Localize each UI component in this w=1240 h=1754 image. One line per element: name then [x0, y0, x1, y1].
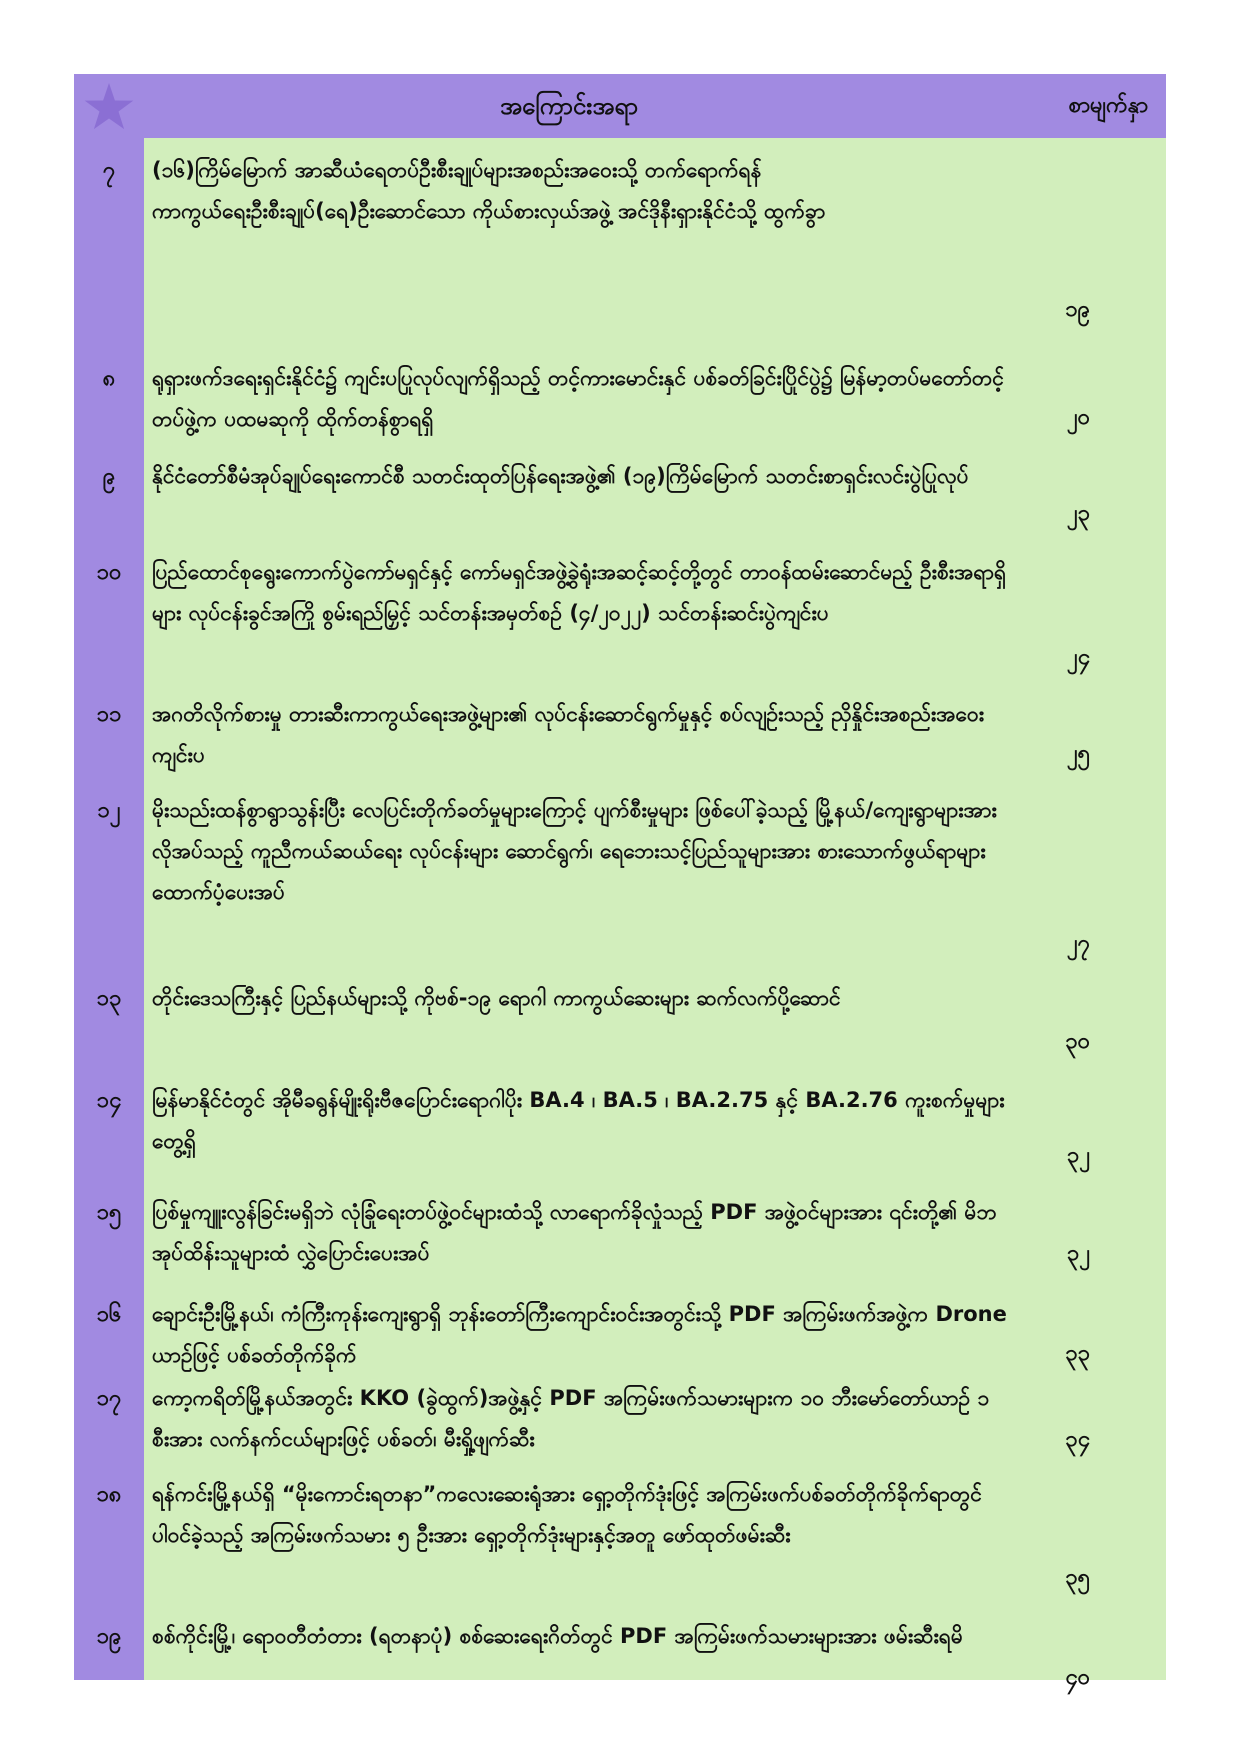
item-number: ၁၈	[96, 1482, 122, 1507]
toc-row[interactable]	[74, 358, 1166, 452]
item-number: ၁၅	[96, 1200, 122, 1225]
toc-row[interactable]	[74, 1080, 1166, 1188]
item-page-number: ၂၇	[1066, 931, 1090, 956]
item-title: အဂတိလိုက်စားမှု တားဆီးကာကွယ်ရေးအဖွဲ့များ၏ လုပ်ငန်းဆောင်ရွက်မှုနှင့် စပ်လျဉ်းသည့် ညှိနှိုင်းအစည်းအဝေးကျင်းပ	[152, 702, 985, 767]
toc-row[interactable]	[74, 150, 1166, 344]
item-number: ၉	[102, 464, 116, 489]
item-page-number: ၃၂	[1066, 1143, 1090, 1168]
toc-row[interactable]	[74, 1474, 1166, 1612]
item-title: ရုရှားဖက်ဒရေးရှင်းနိုင်ငံ၌ ကျင်းပပြုလုပ်လျက်ရှိသည့် တင့်ကားမောင်းနှင် ပစ်ခတ်ခြင်းပြိုင်ပွဲ၌ မြန်မာ့တပ်မတော်တင့်တပ်ဖွဲ့က ပထမဆုကို ထိုက်တန်စွာရရှိ	[152, 366, 1004, 431]
item-title: မြန်မာနိုင်ငံတွင် အိုမီခရွန်မျိုးရိုးဗီဇပြောင်းရောဂါပိုး BA.4 ၊ BA.5 ၊ BA.2.75 နှင့် BA.2.76 ကူးစက်မှုများတွေ့ရှိ	[152, 1088, 1005, 1153]
item-page-number: ၄၀	[1065, 1665, 1090, 1690]
item-title: (၁၆)ကြိမ်မြောက် အာဆီယံရေတပ်ဦးစီးချုပ်များအစည်းအဝေးသို့ တက်ရောက်ရန် ကာကွယ်ရေးဦးစီးချုပ်(ရေ)ဦးဆောင်သော ကိုယ်စားလှယ်အဖွဲ့ အင်ဒိုနီးရှားနိုင်ငံသို့ ထွက်ခွာ	[152, 158, 826, 223]
item-title: ချောင်းဦးမြို့နယ်၊ ကံကြီးကုန်းကျေးရွာရှိ ဘုန်းတော်ကြီးကျောင်းဝင်းအတွင်းသို့ PDF အကြမ်းဖက်အဖွဲ့က Drone ယာဉ်ဖြင့် ပစ်ခတ်တိုက်ခိုက်	[152, 1302, 1007, 1367]
item-number: ၁၁	[96, 702, 122, 727]
item-title: မိုးသည်းထန်စွာရွာသွန်းပြီး လေပြင်းတိုက်ခတ်မှုများကြောင့် ပျက်စီးမှုများ ဖြစ်ပေါ်ခဲ့သည့် မြို့နယ်/ကျေးရွာများအား လိုအပ်သည့် ကူညီကယ်ဆယ်ရေး လုပ်ငန်းများ ဆောင်ရွက်၊ ရေဘေးသင့်ပြည်သူများအား စားသောက်ဖွယ်ရာများ ထောက်ပံ့ပေးအပ်	[152, 798, 997, 904]
toc-row[interactable]	[74, 1378, 1166, 1470]
toc-row[interactable]	[74, 552, 1166, 690]
item-number: ၁၇	[96, 1386, 122, 1411]
toc-row[interactable]	[74, 978, 1166, 1076]
item-page-number: ၃၄	[1065, 1427, 1090, 1452]
item-title: ကော့ကရိတ်မြို့နယ်အတွင်း KKO (ခွဲထွက်)အဖွဲ့နှင့် PDF အကြမ်းဖက်သမားများက ၁၀ ဘီးမော်တော်ယာဉ် ၁ စီးအား လက်နက်ငယ်များဖြင့် ပစ်ခတ်၊ မီးရှို့ဖျက်ဆီး	[152, 1386, 990, 1451]
toc-row[interactable]	[74, 1192, 1166, 1290]
item-title: စစ်ကိုင်းမြို့၊ ရောဝတီတံတား (ရတနာပုံ) စစ်ဆေးရေးဂိတ်တွင် PDF အကြမ်းဖက်သမားများအား ဖမ်းဆီးရမိ	[152, 1624, 963, 1648]
item-page-number: ၂၃	[1066, 501, 1090, 526]
table-of-contents	[74, 74, 1166, 1690]
item-number: ၁၆	[96, 1302, 122, 1327]
toc-row[interactable]	[74, 1616, 1166, 1690]
item-page-number: ၃၃	[1065, 1341, 1090, 1366]
item-title: ပြည်ထောင်စုရွေးကောက်ပွဲကော်မရှင်နှင့် ကော်မရှင်အဖွဲ့ခွဲရုံးအဆင့်ဆင့်တို့တွင် တာဝန်ထမ်းဆောင်မည့် ဦးစီးအရာရှိများ လုပ်ငန်းခွင်အကြို စွမ်းရည်မြှင့် သင်တန်းအမှတ်စဉ် (၄/၂၀၂၂) သင်တန်းဆင်းပွဲကျင်းပ	[152, 560, 1007, 625]
item-number: ၁၀	[96, 560, 122, 585]
item-number: ၇	[102, 158, 116, 183]
page-column-heading: စာမျက်နှာ	[1068, 93, 1148, 118]
toc-row[interactable]	[74, 456, 1166, 548]
item-number: ၁၄	[96, 1088, 122, 1113]
item-title: တိုင်းဒေသကြီးနှင့် ပြည်နယ်များသို့ ကိုဗစ်-၁၉ ရောဂါ ကာကွယ်ဆေးများ ဆက်လက်ပို့ဆောင်	[152, 986, 841, 1010]
toc-row[interactable]	[74, 790, 1166, 974]
item-page-number: ၂၀	[1066, 405, 1090, 430]
item-page-number: ၃၀	[1065, 1029, 1090, 1054]
item-page-number: ၃၅	[1065, 1565, 1090, 1590]
toc-row[interactable]	[74, 1294, 1166, 1374]
item-title: ရန်ကင်းမြို့နယ်ရှိ “မိုးကောင်းရတနာ”ကလေးဆေးရုံအား ရှော့တိုက်ဒုံးဖြင့် အကြမ်းဖက်ပစ်ခတ်တိုက်ခိုက်ရာတွင် ပါဝင်ခဲ့သည့် အကြမ်းဖက်သမား ၅ ဦးအား ရှော့တိုက်ဒုံးများနှင့်အတူ ဖော်ထုတ်ဖမ်းဆီး	[152, 1482, 982, 1547]
item-number: ၁၂	[97, 798, 121, 823]
toc-header	[144, 74, 1166, 138]
item-page-number: ၃၂	[1066, 1241, 1090, 1266]
item-page-number: ၂၄	[1066, 645, 1090, 670]
contents-heading: အကြောင်းအရာ	[500, 92, 638, 120]
star-icon	[74, 74, 144, 138]
item-number: ၈	[102, 366, 116, 391]
toc-row[interactable]	[74, 694, 1166, 786]
item-title: နိုင်ငံတော်စီမံအုပ်ချုပ်ရေးကောင်စီ သတင်းထုတ်ပြန်ရေးအဖွဲ့၏ (၁၉)ကြိမ်မြောက် သတင်းစာရှင်းလင်းပွဲပြုလုပ်	[152, 464, 969, 488]
item-number: ၁၃	[96, 986, 122, 1011]
item-page-number: ၁၉	[1065, 297, 1090, 322]
item-number: ၁၉	[96, 1624, 122, 1649]
item-title: ပြစ်မှုကျူးလွန်ခြင်းမရှိဘဲ လုံခြုံရေးတပ်ဖွဲ့ဝင်များထံသို့ လာရောက်ခိုလှုံသည့် PDF အဖွဲ့ဝင်များအား ၎င်းတို့၏ မိဘအုပ်ထိန်းသူများထံ လွှဲပြောင်းပေးအပ်	[152, 1200, 997, 1265]
item-page-number: ၂၅	[1066, 741, 1090, 766]
